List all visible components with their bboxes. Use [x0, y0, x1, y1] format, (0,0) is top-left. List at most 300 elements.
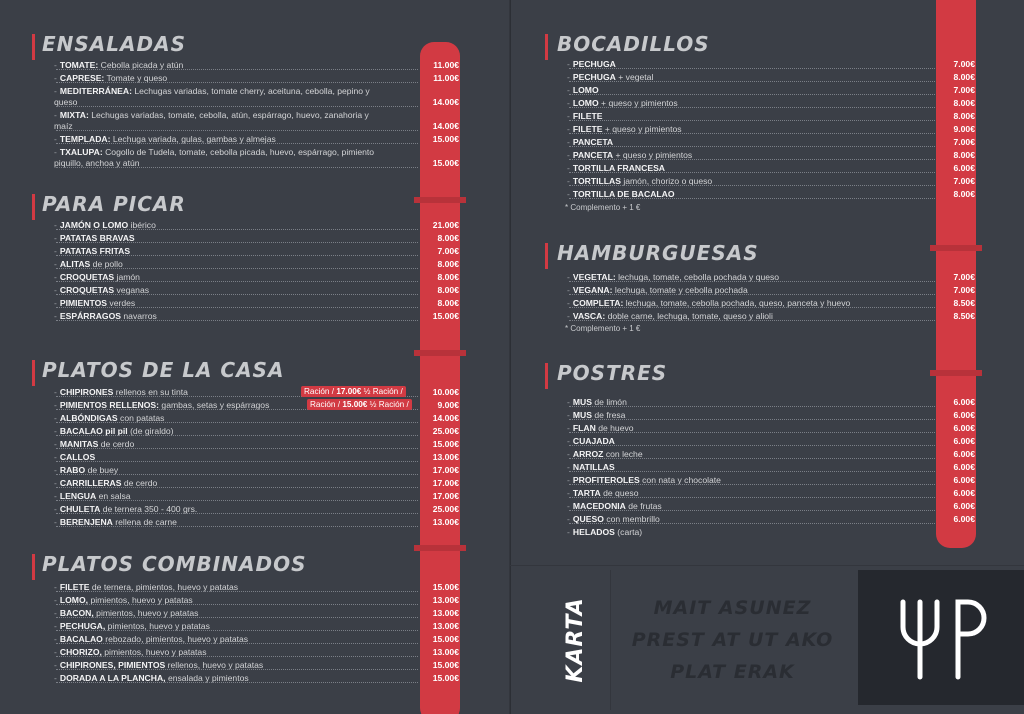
- menu-item-name: PECHUGA,: [59, 621, 106, 631]
- leader-line: [569, 432, 935, 433]
- menu-item-name: TORTILLA DE BACALAO: [572, 189, 675, 199]
- menu-item-price: 8.00€: [953, 98, 975, 108]
- menu-item-name: ARROZ: [572, 449, 604, 459]
- menu-item-price: 15.00€: [432, 660, 459, 670]
- menu-item-description: de limón: [594, 397, 627, 407]
- menu-item-description: + queso y pimientos: [601, 98, 678, 108]
- menu-item-price: 14.00€: [432, 121, 459, 131]
- leader-line: [569, 94, 935, 95]
- menu-item-name: NATILLAS: [572, 462, 615, 472]
- menu-item-name: TORTILLA FRANCESA: [572, 163, 666, 173]
- menu-item: [54, 147, 384, 168]
- menu-item-price: 8.50€: [953, 298, 975, 308]
- menu-item-name: TEMPLADA:: [59, 134, 111, 144]
- leader-line: [569, 406, 935, 407]
- menu-item-name: VEGANA:: [572, 285, 613, 295]
- leader-line: [56, 268, 418, 269]
- menu-item: [567, 527, 642, 538]
- section-title-marker: [32, 194, 35, 220]
- divider-notch: [414, 197, 466, 203]
- leader-line: [569, 471, 935, 472]
- menu-item-description: lechuga, tomate y cebolla pochada: [614, 285, 748, 295]
- menu-item-description: gambas, setas y espárragos: [161, 400, 270, 410]
- menu-item-price: 6.00€: [953, 488, 975, 498]
- menu-item-name: MIXTA:: [59, 110, 89, 120]
- menu-item-name: BACALAO: [59, 634, 103, 644]
- footer-divider: [510, 565, 1024, 566]
- menu-item-name: ALITAS: [59, 259, 91, 269]
- leader-line: [569, 523, 935, 524]
- leader-line: [56, 448, 418, 449]
- bullet-dash: -: [54, 134, 57, 144]
- leader-line: [56, 143, 418, 144]
- bullet-dash: -: [54, 86, 57, 96]
- menu-item-name: PECHUGA: [572, 72, 616, 82]
- menu-item-price: 17.00€: [432, 478, 459, 488]
- menu-item-description: de ternera 350 - 400 grs.: [102, 504, 198, 514]
- half-racion-label: ½ Ración /: [367, 400, 409, 409]
- bullet-dash: -: [567, 449, 570, 459]
- bullet-dash: -: [567, 189, 570, 199]
- section-title: POSTRES: [557, 361, 668, 385]
- menu-item-name: TXALUPA:: [59, 147, 103, 157]
- leader-line: [569, 294, 935, 295]
- menu-item: [54, 110, 384, 131]
- divider-notch: [414, 545, 466, 551]
- leader-line: [56, 435, 418, 436]
- leader-line: [569, 146, 935, 147]
- menu-item-description: Lechuga variada, gulas, gambas y almejas: [112, 134, 276, 144]
- menu-item-price: 6.00€: [953, 410, 975, 420]
- menu-item-description: Cebolla picada y atún: [100, 60, 184, 70]
- menu-item-price: 6.00€: [953, 397, 975, 407]
- bullet-dash: -: [54, 233, 57, 243]
- menu-item-name: LENGUA: [59, 491, 97, 501]
- menu-item-description: jamón, chorizo o queso: [623, 176, 713, 186]
- leader-line: [56, 617, 418, 618]
- leader-line: [569, 497, 935, 498]
- menu-item-description: de buey: [87, 465, 119, 475]
- leader-line: [569, 510, 935, 511]
- bullet-dash: -: [567, 176, 570, 186]
- menu-item-description: + queso y pimientos: [615, 150, 693, 160]
- leader-line: [56, 604, 418, 605]
- menu-item-name: COMPLETA:: [572, 298, 624, 308]
- section-title: BOCADILLOS: [557, 32, 710, 56]
- menu-item-name: ALBÓNDIGAS: [59, 413, 118, 423]
- menu-item-price: 6.00€: [953, 501, 975, 511]
- menu-item-description: verdes: [109, 298, 136, 308]
- section-title-marker: [545, 34, 548, 60]
- leader-line: [569, 107, 935, 108]
- menu-item-price: 11.00€: [433, 60, 459, 70]
- slogan-line: PLAT ERAK: [670, 661, 795, 683]
- menu-item-description: pimientos, huevo y patatas: [104, 647, 207, 657]
- menu-item-name: TARTA: [572, 488, 601, 498]
- bullet-dash: -: [54, 660, 57, 670]
- bullet-dash: -: [567, 59, 570, 69]
- leader-line: [569, 185, 935, 186]
- menu-item-price: 7.00€: [953, 272, 975, 282]
- leader-line: [569, 198, 935, 199]
- section-title-marker: [545, 363, 548, 389]
- leader-line: [56, 130, 418, 131]
- bullet-dash: -: [54, 465, 57, 475]
- menu-item-name: CROQUETAS: [59, 285, 115, 295]
- bullet-dash: -: [54, 452, 57, 462]
- bullet-dash: -: [54, 582, 57, 592]
- menu-item-price: 13.00€: [432, 595, 459, 605]
- menu-item-price: 8.00€: [437, 285, 459, 295]
- menu-item-name: PATATAS FRITAS: [59, 246, 131, 256]
- menu-item-name: HELADOS: [572, 527, 615, 537]
- leader-line: [56, 281, 418, 282]
- menu-item-description: con nata y chocolate: [642, 475, 721, 485]
- bullet-dash: -: [54, 220, 57, 230]
- menu-item-price: 8.00€: [437, 259, 459, 269]
- bullet-dash: -: [567, 311, 570, 321]
- menu-item-price: 10.00€: [432, 387, 459, 397]
- leader-line: [569, 419, 935, 420]
- bullet-dash: -: [567, 423, 570, 433]
- section-title: ENSALADAS: [42, 32, 186, 56]
- menu-item-name: MUS: [572, 410, 592, 420]
- bullet-dash: -: [567, 272, 570, 282]
- section-title: PLATOS DE LA CASA: [42, 358, 285, 382]
- menu-item-name: CUAJADA: [572, 436, 615, 446]
- divider-notch: [414, 350, 466, 356]
- menu-item-name: CHORIZO,: [59, 647, 102, 657]
- bullet-dash: -: [567, 85, 570, 95]
- menu-item-price: 8.00€: [953, 189, 975, 199]
- leader-line: [56, 255, 418, 256]
- menu-item-price: 14.00€: [432, 97, 459, 107]
- bullet-dash: -: [567, 163, 570, 173]
- menu-item-price: 6.00€: [953, 514, 975, 524]
- bullet-dash: -: [567, 488, 570, 498]
- menu-item-description: en salsa: [98, 491, 131, 501]
- section-title-marker: [545, 243, 548, 269]
- menu-item-description: doble carne, lechuga, tomate, queso y alioli: [607, 311, 773, 321]
- leader-line: [569, 307, 935, 308]
- menu-item-name: PANCETA: [572, 150, 614, 160]
- slogan-line: MAIT ASUNEZ: [653, 597, 812, 619]
- bullet-dash: -: [567, 150, 570, 160]
- menu-left-page: [0, 0, 510, 714]
- menu-item-description: de frutas: [628, 501, 662, 511]
- bullet-dash: -: [54, 647, 57, 657]
- leader-line: [569, 133, 935, 134]
- bullet-dash: -: [567, 436, 570, 446]
- menu-item-description: rebozado, pimientos, huevo y patatas: [105, 634, 249, 644]
- complement-note: * Complemento + 1 €: [565, 324, 641, 333]
- menu-item-price: 21.00€: [432, 220, 459, 230]
- menu-item-price: 15.00€: [432, 158, 459, 168]
- menu-item-name: BACALAO pil pil: [59, 426, 128, 436]
- menu-item-name: QUESO: [572, 514, 604, 524]
- bullet-dash: -: [567, 124, 570, 134]
- menu-item-price: 13.00€: [432, 452, 459, 462]
- menu-item-description: + queso y pimientos: [604, 124, 682, 134]
- racion-label: Ración /: [310, 400, 343, 409]
- divider-notch: [930, 370, 982, 376]
- bullet-dash: -: [54, 246, 57, 256]
- bullet-dash: -: [54, 272, 57, 282]
- menu-item-price: 6.00€: [953, 462, 975, 472]
- leader-line: [569, 159, 935, 160]
- menu-item-name: MEDITERRÁNEA:: [59, 86, 132, 96]
- menu-item-price: 13.00€: [432, 517, 459, 527]
- menu-item-name: VEGETAL:: [572, 272, 616, 282]
- menu-item-price: 13.00€: [432, 621, 459, 631]
- menu-item-price: 8.00€: [953, 111, 975, 121]
- menu-item-price: 6.00€: [953, 475, 975, 485]
- bullet-dash: -: [567, 410, 570, 420]
- leader-line: [56, 513, 418, 514]
- menu-item-price: 13.00€: [432, 647, 459, 657]
- section-title-marker: [32, 554, 35, 580]
- menu-item-description: + vegetal: [618, 72, 654, 82]
- menu-item-price: 13.00€: [432, 608, 459, 618]
- menu-item-description: ensalada y pimientos: [167, 673, 249, 683]
- leader-line: [569, 320, 935, 321]
- bullet-dash: -: [54, 413, 57, 423]
- menu-item-name: MUS: [572, 397, 592, 407]
- leader-line: [569, 81, 935, 82]
- bullet-dash: -: [54, 608, 57, 618]
- menu-item-price: 8.00€: [953, 150, 975, 160]
- menu-item-description: con membrillo: [606, 514, 660, 524]
- menu-item-description: de pollo: [92, 259, 123, 269]
- bullet-dash: -: [54, 439, 57, 449]
- bullet-dash: -: [567, 298, 570, 308]
- menu-item-price: 6.00€: [953, 423, 975, 433]
- menu-item-price: 7.00€: [953, 137, 975, 147]
- menu-item-price: 15.00€: [432, 634, 459, 644]
- menu-item-description: de fresa: [594, 410, 626, 420]
- leader-line: [56, 682, 418, 683]
- slogan: [620, 592, 845, 688]
- section-title-marker: [32, 34, 35, 60]
- menu-item-price: 15.00€: [432, 134, 459, 144]
- leader-line: [56, 422, 418, 423]
- half-racion-label: ½ Ración /: [361, 387, 403, 396]
- menu-item-price: 8.00€: [437, 233, 459, 243]
- menu-item-price: 17.00€: [432, 465, 459, 475]
- menu-item-name: LOMO,: [59, 595, 89, 605]
- menu-item-description: pimientos, huevo y patatas: [107, 621, 210, 631]
- bullet-dash: -: [567, 501, 570, 511]
- menu-item-name: LOMO: [572, 85, 599, 95]
- bullet-dash: -: [54, 60, 57, 70]
- leader-line: [56, 242, 418, 243]
- menu-item-name: JAMÓN O LOMO: [59, 220, 129, 230]
- racion-price: 15.00€: [342, 400, 368, 409]
- leader-line: [569, 458, 935, 459]
- bullet-dash: -: [567, 111, 570, 121]
- menu-item-name: LOMO: [572, 98, 599, 108]
- divider-notch: [930, 245, 982, 251]
- leader-line: [56, 69, 418, 70]
- menu-item-description: rellena de carne: [115, 517, 177, 527]
- menu-item-price: 9.00€: [437, 400, 459, 410]
- menu-item-name: PROFITEROLES: [572, 475, 640, 485]
- menu-item-price: 25.00€: [432, 504, 459, 514]
- menu-item-price: 8.00€: [953, 72, 975, 82]
- menu-item-price: 8.00€: [437, 272, 459, 282]
- menu-item-price: 15.00€: [432, 582, 459, 592]
- bullet-dash: -: [54, 285, 57, 295]
- menu-item-price: 9.00€: [953, 124, 975, 134]
- bullet-dash: -: [54, 491, 57, 501]
- menu-item-name: TOMATE:: [59, 60, 99, 70]
- menu-item-description: navarros: [123, 311, 157, 321]
- bullet-dash: -: [54, 387, 57, 397]
- menu-item-name: PIMIENTOS RELLENOS:: [59, 400, 160, 410]
- menu-item-description: lechuga, tomate, cebolla pochada, queso, panceta y huevo: [625, 298, 851, 308]
- menu-item-price: 6.00€: [953, 449, 975, 459]
- menu-item-name: FILETE: [572, 111, 603, 121]
- leader-line: [56, 307, 418, 308]
- leader-line: [56, 591, 418, 592]
- slogan-line: PREST AT UT AKO: [631, 629, 834, 651]
- leader-line: [569, 68, 935, 69]
- bullet-dash: -: [567, 72, 570, 82]
- bullet-dash: -: [54, 634, 57, 644]
- menu-item-description: con leche: [605, 449, 643, 459]
- menu-item-description: jamón: [116, 272, 140, 282]
- bullet-dash: -: [567, 137, 570, 147]
- menu-item-name: FLAN: [572, 423, 596, 433]
- leader-line: [56, 656, 418, 657]
- bullet-dash: -: [54, 400, 57, 410]
- bullet-dash: -: [54, 621, 57, 631]
- menu-item-name: CHIPIRONES: [59, 387, 114, 397]
- menu-item-price: 6.00€: [953, 163, 975, 173]
- menu-item-price: 8.50€: [953, 311, 975, 321]
- menu-item-price: 7.00€: [953, 176, 975, 186]
- menu-item-name: CHIPIRONES, PIMIENTOS: [59, 660, 166, 670]
- menu-item-description: (carta): [617, 527, 643, 537]
- menu-item-description: de ternera, pimientos, huevo y patatas: [91, 582, 239, 592]
- menu-item-description: (de giraldo): [130, 426, 174, 436]
- menu-item-name: BACON,: [59, 608, 94, 618]
- leader-line: [56, 320, 418, 321]
- leader-line: [56, 487, 418, 488]
- menu-item-description: ibérico: [130, 220, 156, 230]
- racion-price: 17.00€: [336, 387, 362, 396]
- menu-item-price: 17.00€: [432, 491, 459, 501]
- section-title-marker: [32, 360, 35, 386]
- leader-line: [56, 294, 418, 295]
- menu-item-name: FILETE: [59, 582, 90, 592]
- racion-label: Ración /: [304, 387, 337, 396]
- bullet-dash: -: [54, 311, 57, 321]
- menu-item-price: 6.00€: [953, 436, 975, 446]
- menu-item-name: PIMIENTOS: [59, 298, 107, 308]
- racion-badge: [307, 399, 412, 410]
- leader-line: [56, 669, 418, 670]
- menu-item-price: 7.00€: [953, 285, 975, 295]
- bullet-dash: -: [54, 673, 57, 683]
- menu-item-name: CALLOS: [59, 452, 96, 462]
- bullet-dash: -: [54, 426, 57, 436]
- menu-item-name: FILETE: [572, 124, 603, 134]
- menu-item-price: 8.00€: [437, 298, 459, 308]
- leader-line: [569, 445, 935, 446]
- karta-label: KARTA: [562, 597, 588, 683]
- leader-line: [56, 630, 418, 631]
- menu-item-name: PANCETA: [572, 137, 614, 147]
- racion-badge: [301, 386, 406, 397]
- menu-item-price: 15.00€: [432, 673, 459, 683]
- menu-item-price: 15.00€: [432, 311, 459, 321]
- menu-item-description: rellenos en su tinta: [115, 387, 188, 397]
- bullet-dash: -: [54, 147, 57, 157]
- menu-item-price: 11.00€: [433, 73, 459, 83]
- section-title: PARA PICAR: [42, 192, 186, 216]
- bullet-dash: -: [54, 259, 57, 269]
- leader-line: [56, 106, 418, 107]
- leader-line: [56, 526, 418, 527]
- leader-line: [56, 229, 418, 230]
- bullet-dash: -: [54, 478, 57, 488]
- bullet-dash: -: [54, 517, 57, 527]
- menu-item-name: TORTILLAS: [572, 176, 621, 186]
- menu-item-description: pimientos, huevo y patatas: [90, 595, 193, 605]
- menu-item-price: 14.00€: [432, 413, 459, 423]
- menu-item-description: Lechugas variadas, tomate cherry, aceituna, cebolla, pepino y queso: [54, 86, 370, 107]
- menu-item-name: VASCA:: [572, 311, 606, 321]
- menu-item-name: CHULETA: [59, 504, 101, 514]
- bullet-dash: -: [54, 110, 57, 120]
- bullet-dash: -: [567, 527, 570, 537]
- menu-item-description: con patatas: [120, 413, 165, 423]
- menu-item-price: 25.00€: [432, 426, 459, 436]
- menu-item-name: DORADA A LA PLANCHA,: [59, 673, 166, 683]
- menu-item-price: 7.00€: [953, 85, 975, 95]
- complement-note: * Complemento + 1 €: [565, 203, 641, 212]
- menu-item-name: PATATAS BRAVAS: [59, 233, 135, 243]
- menu-item-name: MACEDONIA: [572, 501, 626, 511]
- menu-item-description: de huevo: [598, 423, 634, 433]
- leader-line: [569, 281, 935, 282]
- leader-line: [56, 500, 418, 501]
- menu-item-description: de cerdo: [100, 439, 135, 449]
- menu-item-name: ESPÁRRAGOS: [59, 311, 121, 321]
- menu-item-description: de queso: [603, 488, 639, 498]
- bullet-dash: -: [567, 397, 570, 407]
- bullet-dash: -: [567, 462, 570, 472]
- leader-line: [56, 461, 418, 462]
- menu-item-description: lechuga, tomate, cebolla pochada y queso: [618, 272, 780, 282]
- leader-line: [569, 484, 935, 485]
- leader-line: [56, 643, 418, 644]
- menu-item-name: PECHUGA: [572, 59, 616, 69]
- menu-item-price: 7.00€: [437, 246, 459, 256]
- menu-item-description: Tomate y queso: [106, 73, 168, 83]
- menu-item-price: 15.00€: [432, 439, 459, 449]
- leader-line: [569, 172, 935, 173]
- logo-box: [858, 570, 1024, 705]
- menu-item-name: CROQUETAS: [59, 272, 115, 282]
- bullet-dash: -: [54, 504, 57, 514]
- menu-item-name: BERENJENA: [59, 517, 113, 527]
- bullet-dash: -: [567, 514, 570, 524]
- bullet-dash: -: [567, 285, 570, 295]
- menu-item: [54, 86, 384, 107]
- fork-knife-logo-icon: [858, 570, 1024, 705]
